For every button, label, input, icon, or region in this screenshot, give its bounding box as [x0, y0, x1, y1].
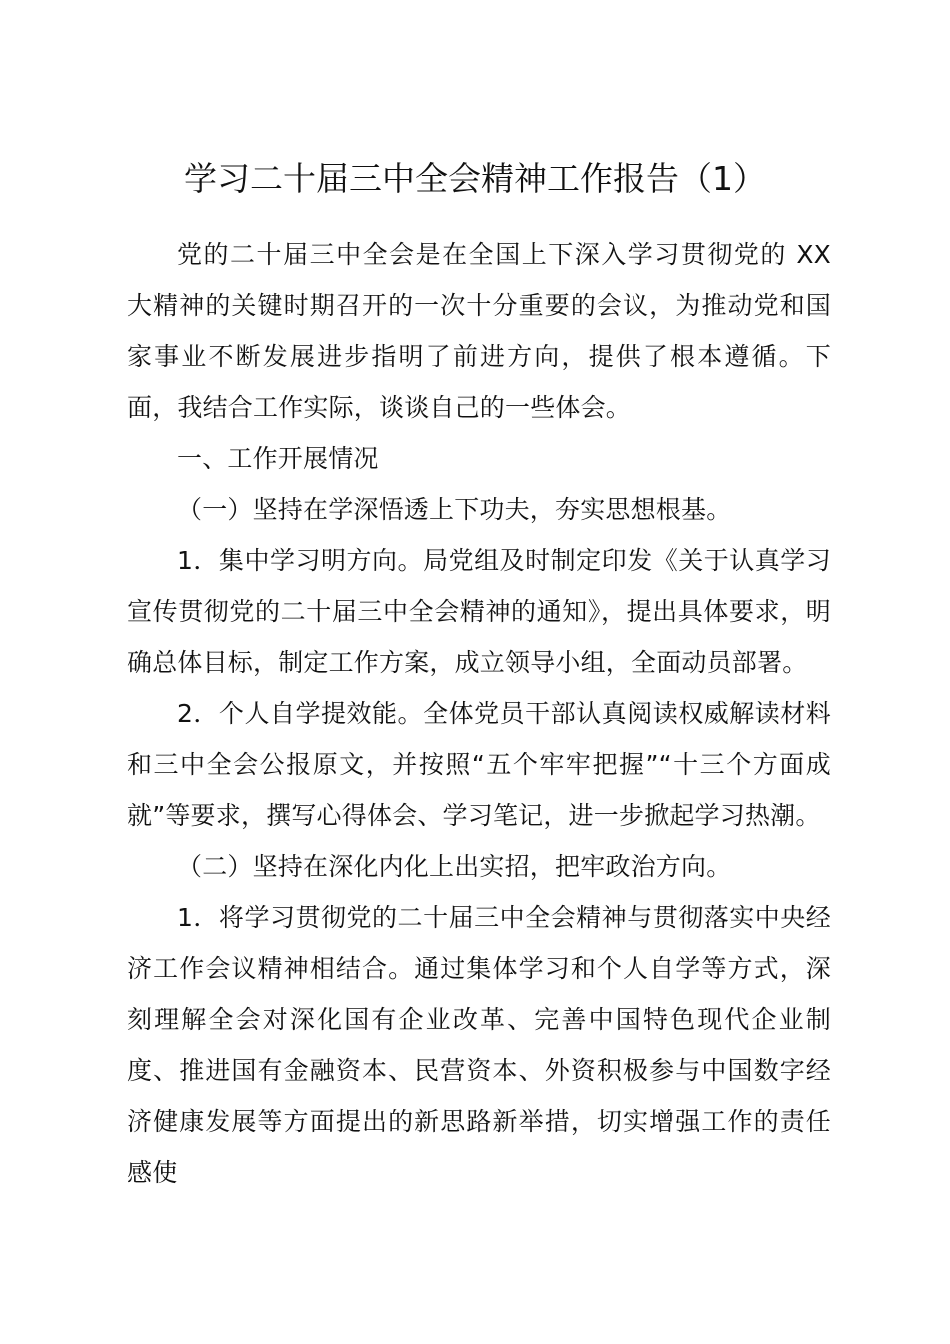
section-heading-work-status: 一、工作开展情况	[177, 444, 379, 473]
document-title: 学习二十届三中全会精神工作报告（1）	[184, 159, 766, 198]
item-paragraph-1-2: 2．个人自学提效能。全体党员干部认真阅读权威解读材料和三中全会公报原文，并按照“五个牢牢把握”“十三个方面成就”等要求，撰写心得体会、学习笔记，进一步掀起学习热潮。	[127, 699, 831, 830]
item-paragraph-2-1: 1．将学习贯彻党的二十届三中全会精神与贯彻落实中央经济工作会议精神相结合。通过集体学习和个人自学等方式，深刻理解全会对深化国有企业改革、完善中国特色现代企业制度、推进国有金融资本、民营资本、外资积极参与中国数字经济健康发展等方面提出的新思路新举措，切实增强工作的责任感使	[127, 903, 831, 1187]
subsection-heading-2: （二）坚持在深化内化上出实招，把牢政治方向。	[177, 852, 732, 881]
document-body	[127, 229, 831, 1198]
item-paragraph-1-1: 1．集中学习明方向。局党组及时制定印发《关于认真学习宣传贯彻党的二十届三中全会精神的通知》，提出具体要求，明确总体目标，制定工作方案，成立领导小组，全面动员部署。	[127, 546, 831, 677]
intro-paragraph: 党的二十届三中全会是在全国上下深入学习贯彻党的 XX 大精神的关键时期召开的一次十分重要的会议，为推动党和国家事业不断发展进步指明了前进方向，提供了根本遵循。下面，我结合工作实际，谈谈自己的一些体会。	[127, 240, 831, 422]
subsection-heading-1: （一）坚持在学深悟透上下功夫，夯实思想根基。	[177, 495, 732, 524]
